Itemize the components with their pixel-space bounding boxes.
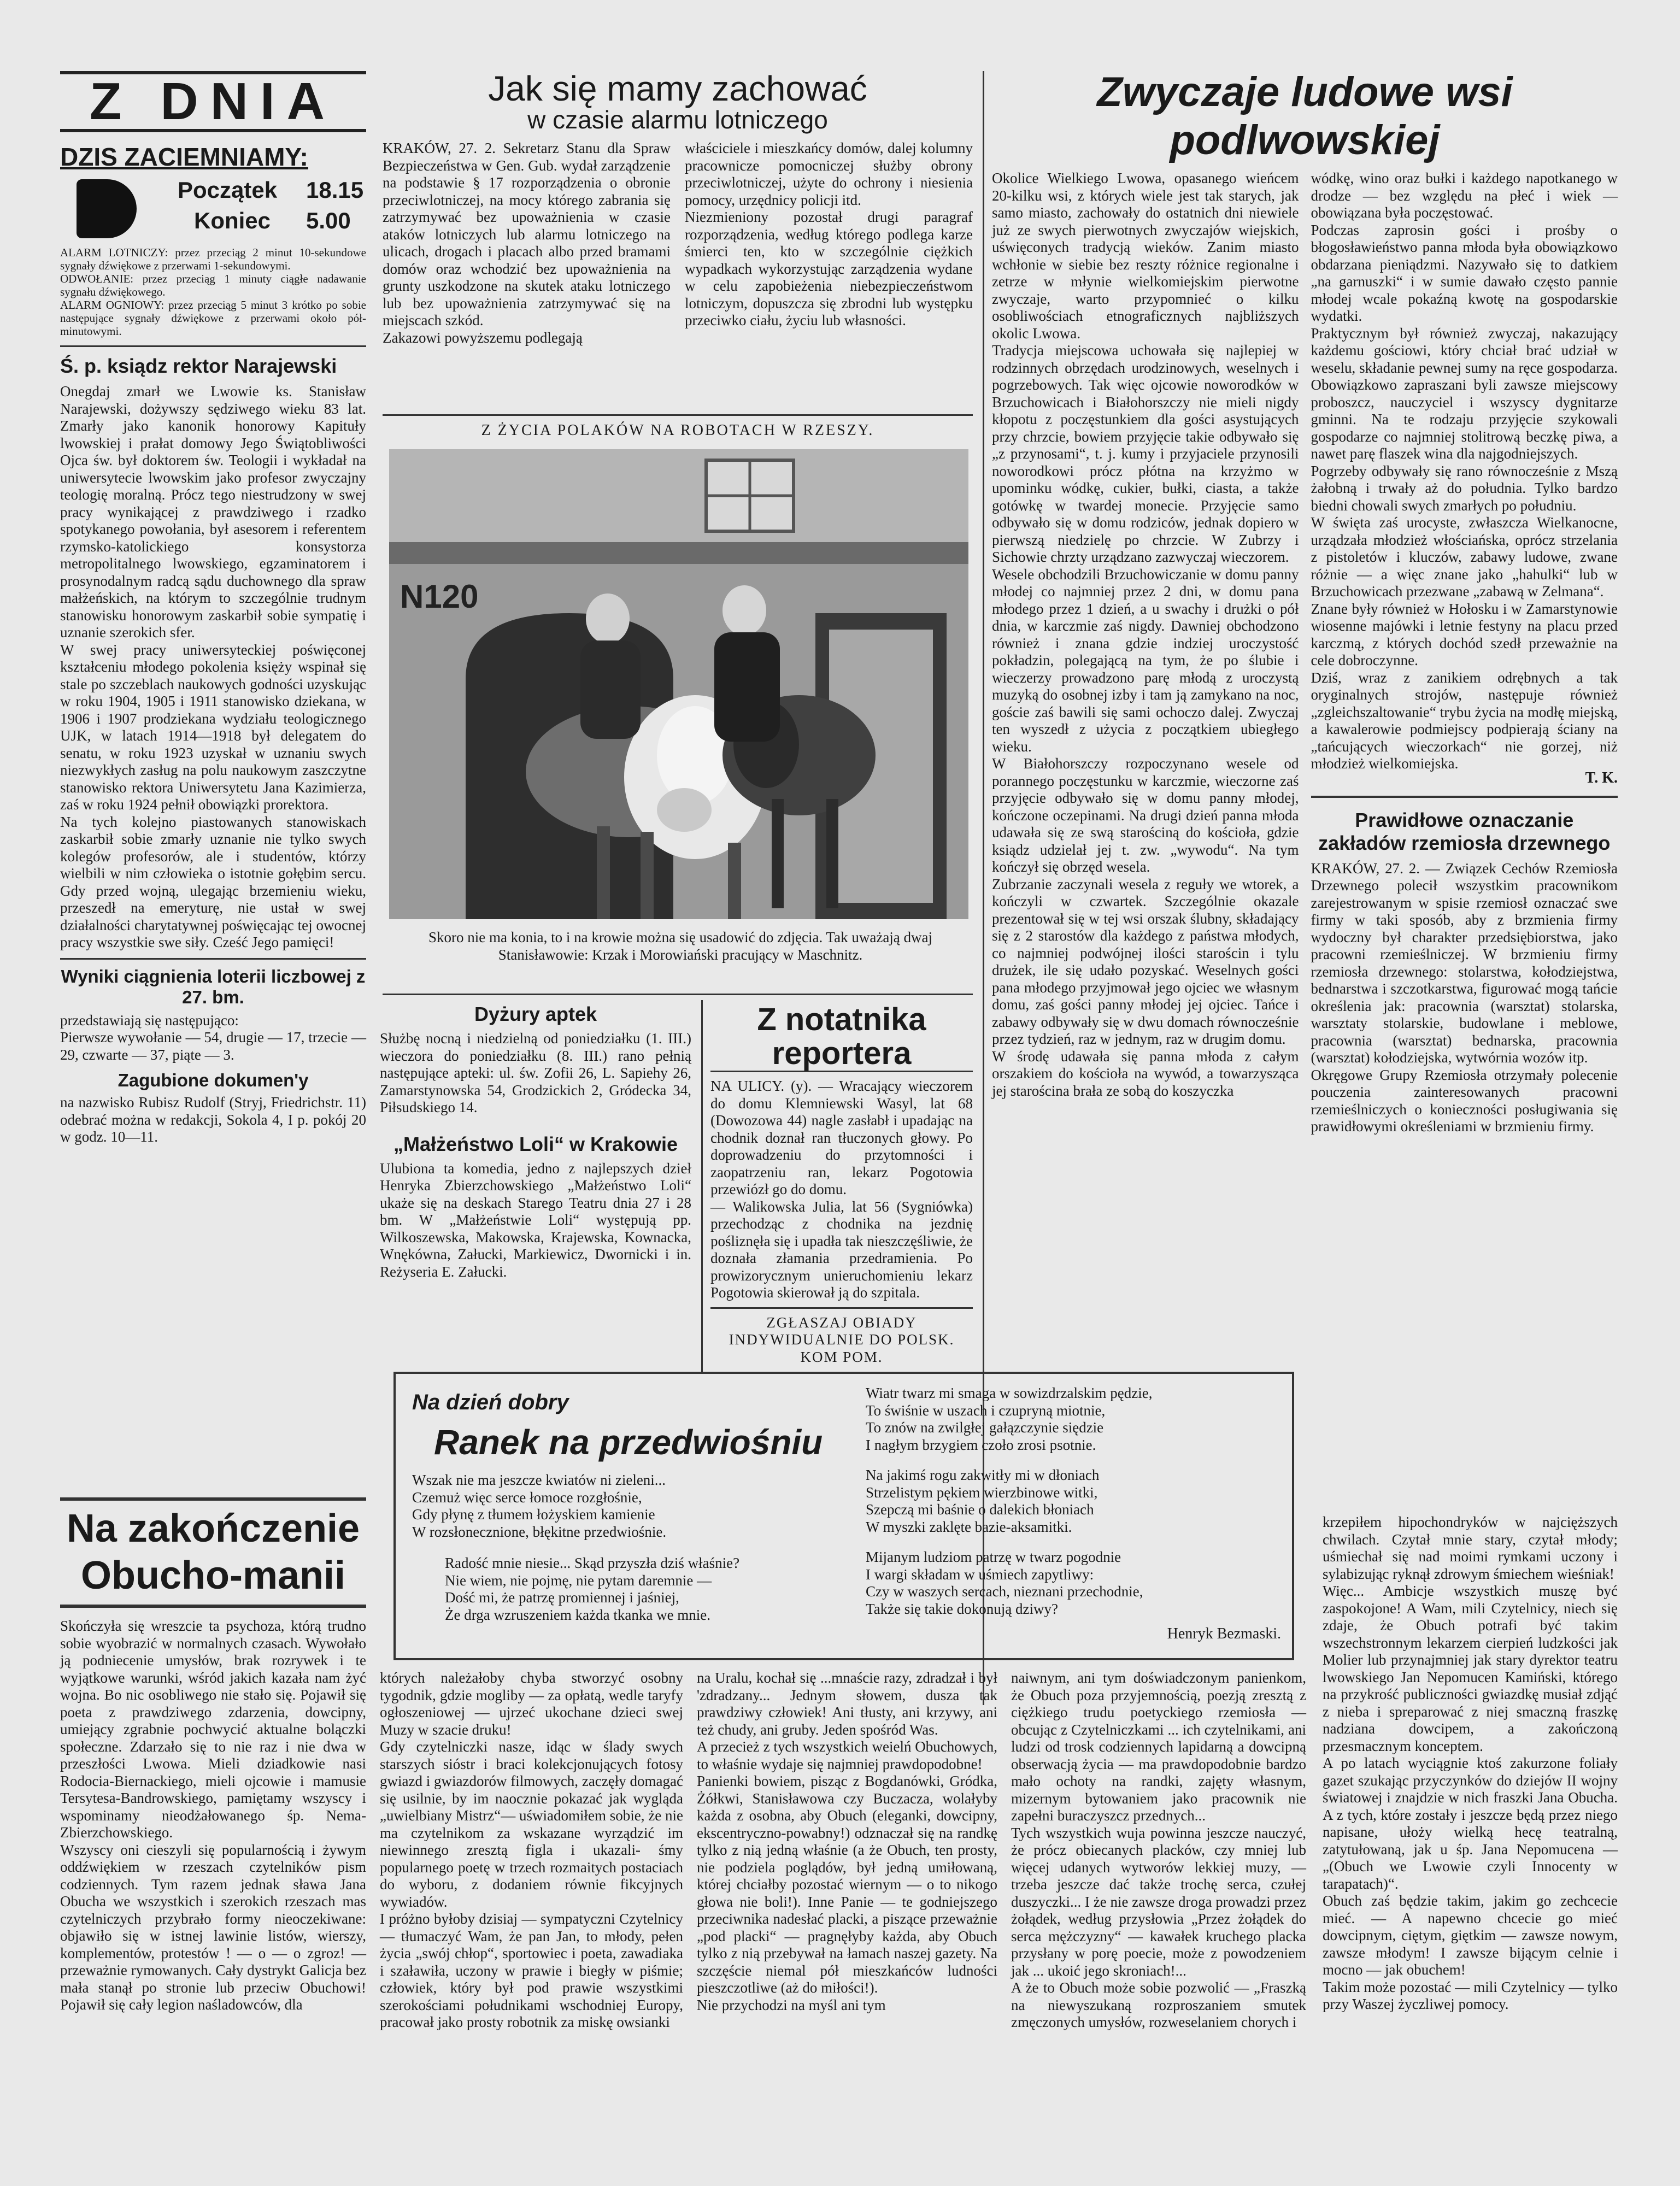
obituary-title: Ś. p. ksiądz rektor Narajewski (60, 355, 337, 377)
photo-title: Z ŻYCIA POLAKÓW NA ROBOTACH W RZESZY. (481, 422, 874, 439)
pharmacy-title: Dyżury aptek (474, 1003, 597, 1025)
poem-title: Ranek na przedwiośniu (434, 1423, 823, 1462)
photo-illustration (389, 449, 968, 919)
obuch-text-e: krzepiłem hipochondryków w najcięższych chwilach. Czytał mnie stary, czytał młody; uśmiechał się nad moimi rymkami uczony i sylabizując ryknął zdrowym śmiechem wieśniak! Więc... Ambicje wszystkich muszę być zaspokojone! A Wam, mili Czytelnicy, niech się zdaje, że Obuch potrafi być takim wszechstronnym lekarzem cierpień ludzkości jak Molier lub przynajmniej jak stary dyrektor teatru lwowskiego Jan Nepomucen Kamiński, którego na przykrość publiczności gwiazdkę musiał zdjąć z nieba i spreparować z niej smaczną fraszkę nadziana dowcipem, a zakończoną przesmacznym konceptem. A po latach wyciągnie ktoś zakurzone foliały gazet szukając przyczynków do dziejów II wojny światowej i znajdzie w nich fraszki Jana Obucha. A z tych, które zostały i jeszcze będą przez niego napisane, ułoży wielką hecę teatralną, zatytułowaną, jak u śp. Jana Nepomucena — „(Obuch we Lwowie czyli Innocenty w tarapatach)“. Obuch zaś będzie takim, jakim go zechcecie mieć. — A napewno chcecie go mieć dowcipnym, ciętym, giętkim — zawsze nowym, zawsze młodym! I zawsze bijącym celnie i mocno — jak obuchem! Takim może pozostać — mili Czytelnicy — tylko przy Waszej życzliwej pomocy. (1323, 1514, 1618, 2012)
customs-text-b: wódkę, wino oraz bułki i każdego napotkanego w drodze — bez względu na płeć i wiek — obowiązana była poczęstować. Podczas zaprosin gości i prośby o błogosławieństwo panna młoda była obowiązkowo obdarzana pieniądzmi. Nazywało się to datkiem „na garnuszki“ i w sumie dawało często pannie młodej wcale pokaźną kwotę na gospodarskie wydatki. Praktycznym był również zwyczaj, nakazujący każdemu gościowi, który chciał brać udział w weselu, składanie pewnej sumy na ręce gospodarza. Obowiązkowo zapraszani byli zawsze miejscowy proboszcz, nauczyciel i wszyscy dygnitarze gminni. Na te rodzaju przyjęcie szykowali gospodarze co najmniej stolitrową beczkę piwa, a nawet parę flaszek wina dla najgodniejszych. Pogrzeby odbywały się rano równocześnie z Mszą żałobną i trwały aż do południa. Tylko bardzo biedni chowali swych zmarłych po południu. W święta zaś urocyste, zwłaszcza Wielkanocne, urządzała młodzież włościańska, oprócz strzelania z pistoletów i kluczów, zabawy ludowe, zwane różnie — a więc znane jako „hahulki“ lub w Brzuchowicach przezwane „zabawą w Zelmana“. Znane były również w Hołosku i w Zamarstynowie wiosenne majówki i letnie festyny na placu przed karczmą, z których dochód szedł przeważnie na cele dobroczynne. Dziś, wraz z zanikiem odrębnych a tak oryginalnych strojów, następuje również „zgleichszaltowanie“ trybu życia na modłę miejską, a kawalerowie podmiejscy podpierają ściany na „tańcujących wieczorkach“ nie gorzej, niż młodzież wielkomiejska. (1311, 170, 1618, 772)
lottery-text: przedstawiają się następująco: Pierwsze wywołanie — 54, drugie — 17, trzecie — 29, czwarte — 37, piąte — 3. (60, 1012, 366, 1063)
divider (60, 958, 366, 960)
poem-stanza-4: Na jakimś rogu zakwitły mi w dłoniach Strzelistym pękiem wierzbinowe witki, Szepczą mi baśnie o dalekich błoniach W myszki zaklęte bazie-aksamitki. (866, 1467, 1100, 1535)
obuch-heading (60, 1497, 366, 1608)
photo-cows (389, 449, 968, 919)
blackout-times (60, 177, 366, 243)
divider (60, 1605, 366, 1608)
obuch-text-b: których należałoby chyba stworzyć osobny tygodnik, gdzie mogliby — za opłatą, wedle taryfy ogłoszeniowej — ujrzeć ukochane dzieci swej Muzy w szacie druku! Gdy czytelniczki nasze, idąc w ślady swych starszych sióstr i braci kolekcjonujących fotosy gwiazd i gwiazdorów filmowych, zaczęły domagać się usilnie, by im naocznie pokazać jak wygląda „uwielbiany Mistrz“— uświadomiłem sobie, że nie ma czytelnikom za wskazane wyrządzić im niewinnego zresztą figla i ukazali- śmy popularnego poetę w trzech rozmaitych postaciach do wyboru, z dodaniem równie fikcyjnych wywiadów. I próżno byłoby dzisiaj — sympatyczni Czytelnicy — tłumaczyć Wam, że pan Jan, to młody, pełen życia „swój chłop“, sportowiec i poeta, zawadiaka i szaławiła, uczony w prawie i biegły w piśmie; człowiek, który był pod prawie wszystkimi szerokościami południkami wschodniej Europy, pracował jako prosty robotnik za miskę owsianki (380, 1670, 683, 2030)
end-label: Koniec (194, 208, 271, 233)
obuch-title-2: Obucho-manii (81, 1554, 345, 1597)
loli-title: „Małżeństwo Loli“ w Krakowie (393, 1132, 678, 1155)
poem-stanza-3: Wiatr twarz mi smaga w sowizdrzalskim pędzie, To świśnie w uszach i czupryną miotnie, To znów na zwilgłej gałązczynie siędzie I nagłym brzygiem czoło zrosi psotnie. (866, 1385, 1153, 1453)
start-label: Początek (178, 177, 278, 203)
dinner-notice: ZGŁASZAJ OBIADY INDYWIDUALNIE DO POLSK. KOM POM. (729, 1314, 955, 1365)
customs-text-a: Okolice Wielkiego Lwowa, opasanego wieńcem 20-kilku wsi, z których wiele jest tak starych, jak samo miasto, zachowały do ostatnich dni niewiele już ze swych pierwotnych zwyczajów wiejskich, uświęconych tradycją wieków. Zanim miasto wchłonie w siebie bez reszty różnice regionalne i zetrze w młynie wielkomiejskim pierwotne zwyczaje, warto przypomnieć o kilku osobliwościach etnograficznych najbliższych okolic Lwowa. Tradycja miejscowa uchowała się najlepiej w rodzinnych obrzędach urodzinowych, weselnych i pogrzebowych. Tak więc ojcowie noworodków w Brzuchowicach i Białohorszczy nie mieli nigdy kłopotu z poczęstunkiem dla gości asystujących przy chrzcie, bowiem przyjęcie takie odbywało się „z przynosami“, t. j. kumy i przyjaciele przynosili noworodkowi prócz płótna na krzyżmo w upominku wódkę, cukier, bułki, ciasta, a także gotówkę w twardej monecie. Przyjęcie samo odbywało się w domu rodziców, jednak dopiero w pierwszą niedzielę po chrzcie. W Zubrzy i Sichowie chrzty urządzano zazwyczaj wieczorem. Wesele obchodzili Brzuchowiczanie w domu panny młodej co najmniej przez 2 dni, w domu pana młodego przez 1 dzień, a u swachy i drużki o pół dnia, w karczmie zaś nigdy. Dawniej obchodzono również i znana gdzie indziej uroczystość pokładzin, polegającą na tym, że po ślubie i wieczerzy prowadzono parę młodą z uroczystą muzyką do osobnej izby i tam ją zamykano na noc, goście zaś bawili się sami ochoczo dalej. Zwyczaj ten wyszedł z użycia z początkiem ubiegłego wieku. W Białohorszczy rozpoczynano wesele od porannego poczęstunku w karczmie, wieczorne zaś przyjęcie odbywało się w domu panny młodej, kończone oczepinami. Na drugi dzień panna młoda udawała się ze swą starościną do kościoła, gdzie ksiądz udzielał jej t. zw. „wywodu“. Na tym kończył się obrzęd wesela. Zubrzanie zaczynali wesela z reguły we wtorek, a kończyli w czwartek. Szczególnie okazale prezentował się w tej wsi orszak ślubny, składający się z 2 starostów dla każdego z państwa młodych, co najmniej podwójnej ilości starościn i tylu drużek, ile się udało pozyskać. Weselnych gości pana młodego przyjmował jego ojciec we własnym domu, zaś gości panny młodej jej ojciec. Tańce i zabawy odbywały się w dwu domach równocześnie przez tydzień, raz w jednym, raz w drugim domu. W środę udawała się panna młoda z całym orszakiem do kościoła na wywód, a towarzysząca jej starościna brała ze sobą do koszyczka (992, 170, 1299, 1099)
pharmacy-block (380, 1003, 691, 1280)
divider (1311, 796, 1618, 798)
divider (60, 1497, 366, 1501)
alarm-notes: ALARM LOTNICZY: przez przeciąg 2 minut 10-sekundowe sygnały dźwiękowe z przerwami 1-sekundowymi. ODWOŁANIE: przez przeciąg 1 minuty ciągłe nadawanie sygnału dźwiękowego. ALARM OGNIOWY: przez przeciąg 5 minut 3 krótko po sobie następujące sygnały dźwiękowe z przerwami około pół-minutowymi. (60, 246, 366, 338)
air-raid-text-a: KRAKÓW, 27. 2. Sekretarz Stanu dla Spraw Bezpieczeństwa w Gen. Gub. wydał zarządzenie na podstawie § 17 rozporządzenia o obronie przeciwlotniczej, na mocy którego zabrania się zatrzymywać bez upoważnienia w czasie ataków lotniczych lub alarmu lotniczego na ulicach, drogach i placach albo przed bramami domów oraz wchodzić bez upoważnienia na grunty uszkodzone na skutek ataku lotniczego lub bez upoważnienia zatrzymywać się na miejscach szkód. Zakazowi powyższemu podlegają (383, 140, 671, 346)
loli-text: Ulubiona ta komedia, jedno z najlepszych dzieł Henryka Zbierzchowskiego „Małżeństwo Loli“ ukaże się na deskach Starego Teatru dnia 27 i 28 bm. W „Małżeństwie Loli“ występują pp. Wilkoszewska, Makowska, Krajewska, Kownacka, Wnękówna, Załucki, Markiewicz, Dwornicki i in. Reżyseria E. Załucki. (380, 1160, 691, 1280)
craft-text: KRAKÓW, 27. 2. — Związek Cechów Rzemiosła Drzewnego polecił wszystkim pracownikom zarejestrowanym w spisie rzemiosł oznaczać swe firmy w taki sposób, aby z brzmienia firmy wydoczny był charakter przedsiębiorstwa, jako pracowni rzemieślniczej. W brzmieniu firmy rzemiosła drzewnego: stolarstwa, kołodziejstwa, bednarstwa i szczotkarstwa, figurować mogą tańcie określenia jak: pracownia (warsztat) stolarska, warsztaty stolarskie, budowlane i meblowe, pracownia (warsztat) bednarska, pracownia (warsztat) kołodziejska, wytwórnia wozów itp. Okręgowe Grupy Rzemiosła otrzymały polecenie pouczenia zainteresowanych pracowni rzemieślniczych o konieczności posługiwania się prawidłowymi określeniami w brzmieniu firmy. (1311, 860, 1618, 1135)
customs-article (992, 68, 1618, 1136)
customs-title: Zwyczaje ludowe wsi podlwowskiej (1097, 69, 1513, 163)
obuch-text-c: na Uralu, kochał się ...mnaście razy, zdradzał i był 'zdradzany... Jednym słowem, dusza tak prawdziwy człowiek! Ani tłusty, ani krzywy, ani też chudy, ani gruby. Jeden spośród Was. A przecież z tych wszystkich weielń Obuchowych, to właśnie wydaje się najmniej prawdopodobne! Panienki bowiem, pisząc z Bogdanówki, Gródka, Żółkwi, Stanisławowa czy Buczacza, wolałyby każda z osobna, aby Obuch (eleganki, dowcipny, ekscentryczno-powabny!) odznaczał się na randkę tylko z nią jedną właśnie (a że Obuch, ten prosty, nie podziela poglądów, był jedną umiłowaną, której chciałby pozostać wiernym — o to nikogo głowa nie boli!). Inne Panie — te godniejszego przeciwnika nadesłać placki, a piszące przeważnie „pod placki“ — pragnęłyby każda, aby Obuch tylko z nią przebywał na łamach naszej gazety. Na szczęście niemal pół mieszkańców ludności pieszczotliwe (aż do miłości!). Nie przychodzi na myśl ani tym (697, 1670, 997, 2013)
z-dnia-heading: Z DNIA (60, 71, 366, 132)
poem-box (393, 1372, 1294, 1660)
poem-stanza-1: Wszak nie ma jeszcze kwiatów ni zieleni... Czemuż więc serce łomoce rozgłośnie, Gdy płynę z tłumem łożyskiem kamienie W rozsłonecznione, błękitne przedwiośnie. (412, 1472, 667, 1540)
reporter-title: Z notatnika reportera (710, 1003, 973, 1072)
poem-stanza-2: Radość mnie niesie... Skąd przyszła dziś właśnie? Nie wiem, nie pojmę, nie pytam daremnie — Dość mi, że patrzę promiennej i jaśniej, Że drga wzruszeniem każda tkanka we mnie. (445, 1555, 740, 1623)
poem-box-label: Na dzień dobry (412, 1390, 569, 1414)
air-raid-title: Jak się mamy zachować (488, 69, 867, 108)
obuch-title-1: Na zakończenie (66, 1507, 360, 1550)
divider (383, 414, 973, 416)
reporter-text: NA ULICY. (y). — Wracający wieczorem do domu Klemniewski Wasyl, lat 68 (Dowozowa 44) nagle zasłabł i upadając na chodnik doznał ran tłuczonych głowy. Po doprowadzeniu do przytomności i zaopatrzeniu ran, lekarz Pogotowia przewiózł go do domu. — Walikowska Julia, lat 56 (Sygniówka) przechodząc z chodnika na jezdnię pośliznęła się i upadła tak nieszczęśliwie, że doznała złamania przedramienia. Po prowizorycznym unieruchomieniu lekarz Pogotowia skierował ją do szpitala. (710, 1078, 973, 1301)
pharmacy-text: Służbę nocną i niedzielną od poniedziałku (1. III.) wieczora do poniedziałku (8. III.) rano pełnią następujące apteki: ul. św. Zofii 26, L. Sapiehy 26, Zamarstynowska 54, Grodzickich 2, Gródecka 34, Piłsudskiego 14. (380, 1030, 691, 1115)
divider (710, 1307, 973, 1309)
blackout-title: DZIS ZACIEMNIAMY: (60, 143, 309, 171)
lost-title: Zagubione dokumen'y (118, 1070, 309, 1090)
divider (701, 1000, 703, 1372)
poem-stanza-5: Mijanym ludziom patrzę w twarz pogodnie I wargi składam w uśmiech zapytliwy: Czy w waszych sercach, nieznani przechodnie, Także się takie dokonują dziwy? (866, 1549, 1143, 1617)
reporter-block (710, 1003, 973, 1366)
craft-title: Prawidłowe oznaczanie zakładów rzemiosła drzewnego (1318, 808, 1611, 854)
air-raid-article (383, 71, 973, 346)
photo-caption: Skoro nie ma konia, to i na krowie można się usadowić do zdjęcia. Tak uważają dwaj Stanisławowie: Krzak i Morowiański pracujący w Maschnitz. (428, 929, 933, 963)
photo-house-number: N120 (400, 578, 479, 615)
customs-signature: T. K. (1585, 769, 1618, 786)
obuch-text-a: Skończyła się wreszcie ta psychoza, którą trudno sobie wyobrazić w normalnych czasach. Wywołało ją podniecenie umysłów, brak rozrywek i te wyjątkowe warunki, wśród jakich kazała nam żyć wojna. Bo nic osobliwego nie stało się. Pojawił się poeta z prawdziwego zdarzenia, dowcipny, umiejący zgrabnie pochwycić aktualne bolączki społeczne. Zdarzało się to nie raz i nie dwa w przeszłości Lwowa. Mieli dziadkowie nasi Rodocia-Biernackiego, mieli ojcowie i mamusie Tersytesa-Bandrowskiego, pamiętamy wszyscy i wspominamy nieodżałowanego śp. Nema-Zbierzchowskiego. Wszyscy oni cieszyli się popularnością i żywym oddźwiękiem w rzeszach czytelników pism codziennych. Tym razem jednak sława Jana Obucha we wszystkich i szerokich rzeszach mas czytelniczych przybrało formy nieoczekiwane: objawiło się w istnej lawinie listów, wierszy, komplementów, protestów ! — o — o zgroz! — przeważnie rymowanych. Cały dystrykt Galicja bez mała stanął po stronie lub przeciw Obuchowi! Pojawił się cały legion naśladowców, dla (60, 1618, 366, 2013)
obituary-text: Onegdaj zmarł we Lwowie ks. Stanisław Narajewski, dożywszy sędziwego wieku 83 lat. Zmarły jako kanonik honorowy Kapituły lwowskiej i prałat domowy Jego Świątobliwości Ojca św. był doktorem św. Teologii i wykładał na uniwersytecie lwowskim jako profesor zwyczajny teologię moralną. Prócz tego niestrudzony w swej pracy wynikającej z prawdziwego i rzadko spotykanego powołania, był asesorem i referentem rzymsko-katolickiego konsystorza metropolitalnego lwowskiego, egzaminatorem i prosynodalnym radcą sądu duchownego dla spraw małżeńskich, na którym to szczególnie trudnym stanowisku honorowym zaskarbił sobie sympatię i uznanie szerokich sfer. W swej pracy uniwersyteckiej poświęconej kształceniu młodego pokolenia księży wspinał się stale po szczeblach naukowych godności uzyskując w roku 1904, 1905 i 1911 stanowisko dziekana, w 1906 i 1907 prodziekana wydziału teologicznego UJK, w latach 1914—1918 był delegatem do senatu, w roku 1923 uzyskał w uznaniu swych niezwykłych zasług na polu naukowym zaszczytne stanowisko rektora Uniwersytetu Jana Kazimierza, zaś w roku 1924 pełnił obowiązki prorektora. Na tych kolejno piastowanych stanowiskach zaskarbił sobie zmarły uznanie nie tylko swych kolegów profesorów, ale i studentów, którzy wielbili w nim człowieka o istotnie gołębim sercu. Gdy przed wojną, ulegając brzemieniu wieku, przeszedł na emeryturę, nie ustał w swej działalności charytatywnej poświęcając tej owocnej pracy wszystkie swe siły. Cześć Jego pamięci! (60, 383, 366, 950)
start-time: 18.15 (306, 177, 364, 203)
air-raid-text-b: właściciele i mieszkańcy domów, dalej kolumny pracownicze pomocniczej służby obrony przeciwlotniczej, użyte do ochrony i niesienia pomocy, urzędnicy policji itd. Niezmieniony pozostał drugi paragraf rozporządzenia, według którego podlega karze śmierci ten, kto w szczególnie ciężkich wypadkach wykorzystując zarządzenia wydane w celu zapobieżenia niebezpieczeństwom lotniczym, dopuszcza się zbrodni lub występku przeciwko ciału, życiu lub własności. (685, 140, 973, 328)
lottery-title: Wyniki ciągnienia loterii liczbowej z 27. bm. (61, 966, 366, 1007)
moon-icon (77, 179, 137, 238)
poem-author: Henryk Bezmaski. (1167, 1625, 1281, 1642)
divider (60, 345, 366, 347)
divider (383, 994, 973, 995)
air-raid-subtitle: w czasie alarmu lotniczego (527, 105, 828, 134)
end-time: 5.00 (306, 208, 351, 233)
lost-text: na nazwisko Rubisz Rudolf (Stryj, Friedrichstr. 11) odebrać można w redakcji, Sokola 4, I p. pokój 20 w godz. 10—11. (60, 1094, 366, 1145)
obuch-text-d: naiwnym, ani tym doświadczonym panienkom, że Obuch poza przyjemnością, poezją zresztą z ciężkiego trudu poetyckiego rzemiosła — obcując z Czytelniczkami ... ich czytelnikami, ani ludzi od trosk codziennych lapidarną a dowcipną obserwacją życia — ma prawdopodobnie bardzo mało ochoty na randki, zajęty własnym, mizernym bytowaniem jako pracownik nie zapełni buraczyszcz przednych... Tych wszystkich wuja powinna jeszcze nauczyć, że prócz obiecanych placków, czy mniej lub więcej udanych wytworów lekkiej muzy, — trzeba jeszcze dać także trochę serca, czułej duszyczki... I że nie zawsze droga prowadzi przez żołądek, według przysłowia „Przez żołądek do serca mężczyzny“ — kawałek kruchego placka przysłany w porę poecie, może z powodzeniem jak ... ukoić jego skroniach!... A że to Obuch może sobie pozwolić — „Fraszką na niewyszukaną rozproszaniem smutek zmęczonych umysłów, rozweselaniem chorych i (1011, 1670, 1306, 2030)
left-column (60, 71, 366, 1146)
